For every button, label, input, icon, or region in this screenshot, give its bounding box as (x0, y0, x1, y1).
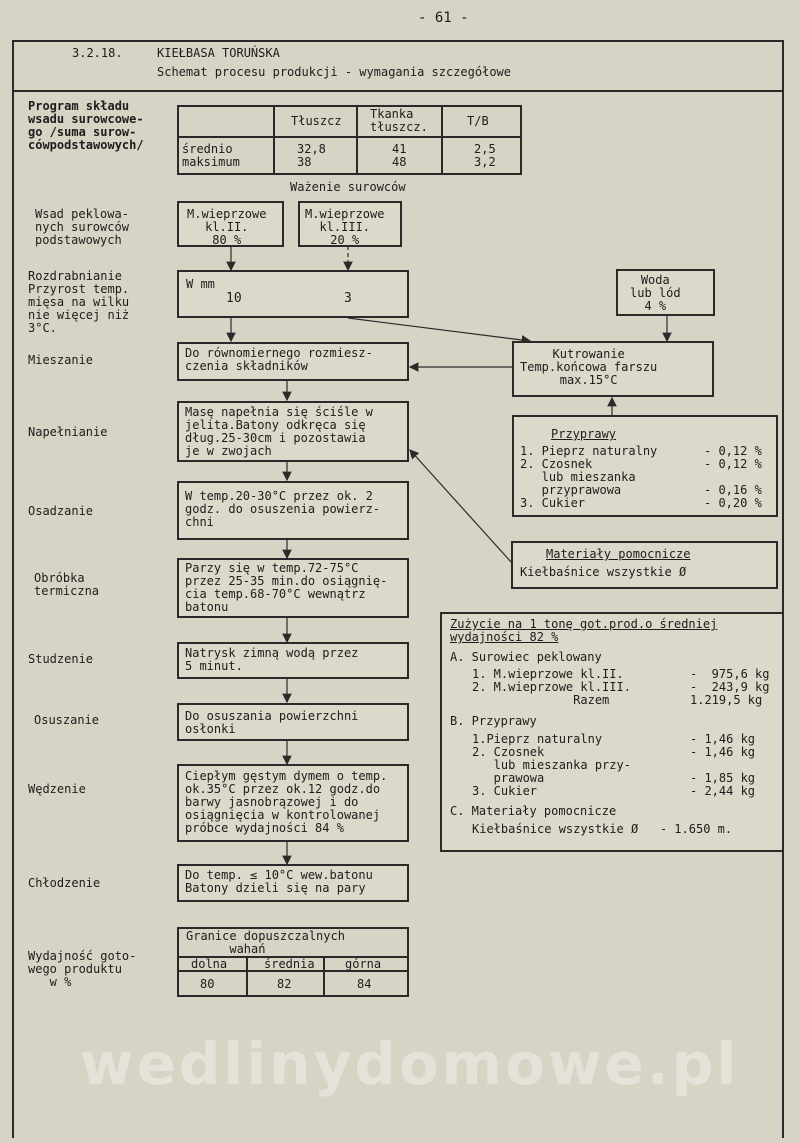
chilling-label: Chłodzenie (28, 876, 101, 890)
drying-text: Do osuszania powierzchni osłonki (185, 709, 359, 736)
usage-b-head: B. Przyprawy (450, 714, 537, 728)
section-number: 3.2.18. (72, 46, 123, 60)
weighing-heading: Ważenie surowców (290, 180, 406, 194)
cooling-text: Natrysk zimną wodą przez 5 minut. (185, 646, 359, 673)
grinding-plate-1: 10 (226, 291, 242, 306)
program-label: Program składu wsadu surowcowe- go /suma surow- cówpodstawowych/ (28, 99, 144, 152)
usage-b-values: - 1,46 kg - 1,46 kg - 1,85 kg - 2,44 kg (690, 732, 756, 798)
cooling-label: Studzenie (28, 652, 94, 666)
yield-val-low: 80 (200, 977, 215, 991)
tb-values: 2,5 3,2 (474, 142, 496, 169)
grinding-unit: W mm (186, 277, 215, 291)
usage-c-line: Kiełbaśnice wszystkie Ø - 1.650 m. (472, 822, 733, 836)
usage-b-names: 1.Pieprz naturalny 2. Czosnek lub mieszanka przy- prawowa 3. Cukier (472, 732, 631, 798)
usage-a-names: 1. M.wieprzowe kl.II. 2. M.wieprzowe kl.III. Razem (472, 667, 631, 707)
yield-val-mid: 82 (277, 977, 292, 991)
aux-text: Kiełbaśnice wszystkie Ø (520, 565, 687, 579)
yield-col-high: górna (345, 957, 382, 971)
mixing-label: Mieszanie (28, 353, 94, 367)
table-divider (273, 105, 275, 175)
col-tkanka: Tkanka tłuszcz. (370, 107, 428, 134)
yield-head: Granice dopuszczalnych wahań (186, 929, 345, 956)
cutter-text: Kutrowanie Temp.końcowa farszu max.15°C (520, 347, 658, 387)
col-tluszcz: Tłuszcz (291, 114, 342, 128)
spices-names: 1. Pieprz naturalny 2. Czosnek lub mieszanka przyprawowa 3. Cukier (520, 444, 658, 510)
usage-c-head: C. Materiały pomocnicze (450, 804, 617, 818)
watermark: wedlinydomowe.pl (80, 1030, 740, 1098)
page-number: - 61 - (418, 10, 469, 26)
grinding-plate-2: 3 (344, 291, 352, 306)
settling-label: Osadzanie (28, 504, 94, 518)
table-divider (177, 136, 522, 138)
stuffing-label: Napełnianie (28, 425, 108, 439)
drying-label: Osuszanie (34, 713, 100, 727)
wsad-label: Wsad peklowa- nych surowców podstawowych (35, 207, 129, 247)
tluszcz-values: 32,8 38 (297, 142, 326, 169)
row-labels: średnio maksimum (182, 142, 240, 169)
settling-text: W temp.20-30°C przez ok. 2 godz. do osuszenia powierz- chni (185, 489, 381, 529)
yield-label: Wydajność goto- wego produktu w % (28, 949, 137, 989)
usage-a-values: - 975,6 kg - 243,9 kg 1.219,5 kg (690, 667, 770, 707)
spices-title: Przyprawy (551, 427, 617, 441)
table-divider (441, 105, 443, 175)
table-divider (246, 956, 248, 997)
spices-amounts: - 0,12 % - 0,12 % - 0,16 % - 0,20 % (704, 444, 762, 510)
meat-class-ii-text: M.wieprzowe kl.II. 80 % (187, 207, 267, 247)
smoking-text: Ciepłym gęstym dymem o temp. ok.35°C przez ok.12 godz.do barwy jasnobrązowej i do osiągnięcia w kontrolowanej próbce wydajności 84 % (185, 769, 388, 835)
grinding-label: Rozdrabnianie Przyrost temp. mięsa na wilku nie więcej niż 3°C. (28, 269, 130, 335)
usage-title: Zużycie na 1 tonę got.prod.o średniej wydajności 82 % (450, 617, 718, 644)
tkanka-values: 41 48 (392, 142, 407, 169)
thermal-label: Obróbka termiczna (34, 571, 100, 598)
yield-col-low: dolna (191, 957, 228, 971)
water-text: Woda lub lód 4 % (630, 273, 681, 313)
table-divider (323, 956, 325, 997)
yield-col-mid: średnia (264, 957, 315, 971)
smoking-label: Wędzenie (28, 782, 86, 796)
page-subtitle: Schemat procesu produkcji - wymagania szczegółowe (157, 65, 512, 79)
col-tb: T/B (467, 114, 489, 128)
thermal-text: Parzy się w temp.72-75°C przez 25-35 min.do osiągnię- cia temp.68-70°C wewnątrz batonu (185, 561, 388, 614)
stuffing-text: Masę napełnia się ściśle w jelita.Batony odkręca się dług.25-30cm i pozostawia je w zwojach (185, 405, 373, 458)
aux-title: Materiały pomocnicze (546, 547, 691, 561)
chilling-text: Do temp. ≤ 10°C wew.batonu Batony dzieli się na pary (185, 868, 373, 895)
mixing-text: Do równomiernego rozmiesz- czenia składników (185, 346, 373, 373)
page-title: KIEŁBASA TORUŃSKA (157, 46, 280, 60)
yield-val-high: 84 (357, 977, 372, 991)
usage-a-head: A. Surowiec peklowany (450, 650, 602, 664)
table-divider (356, 105, 358, 175)
meat-class-iii-text: M.wieprzowe kl.III. 20 % (305, 207, 385, 247)
